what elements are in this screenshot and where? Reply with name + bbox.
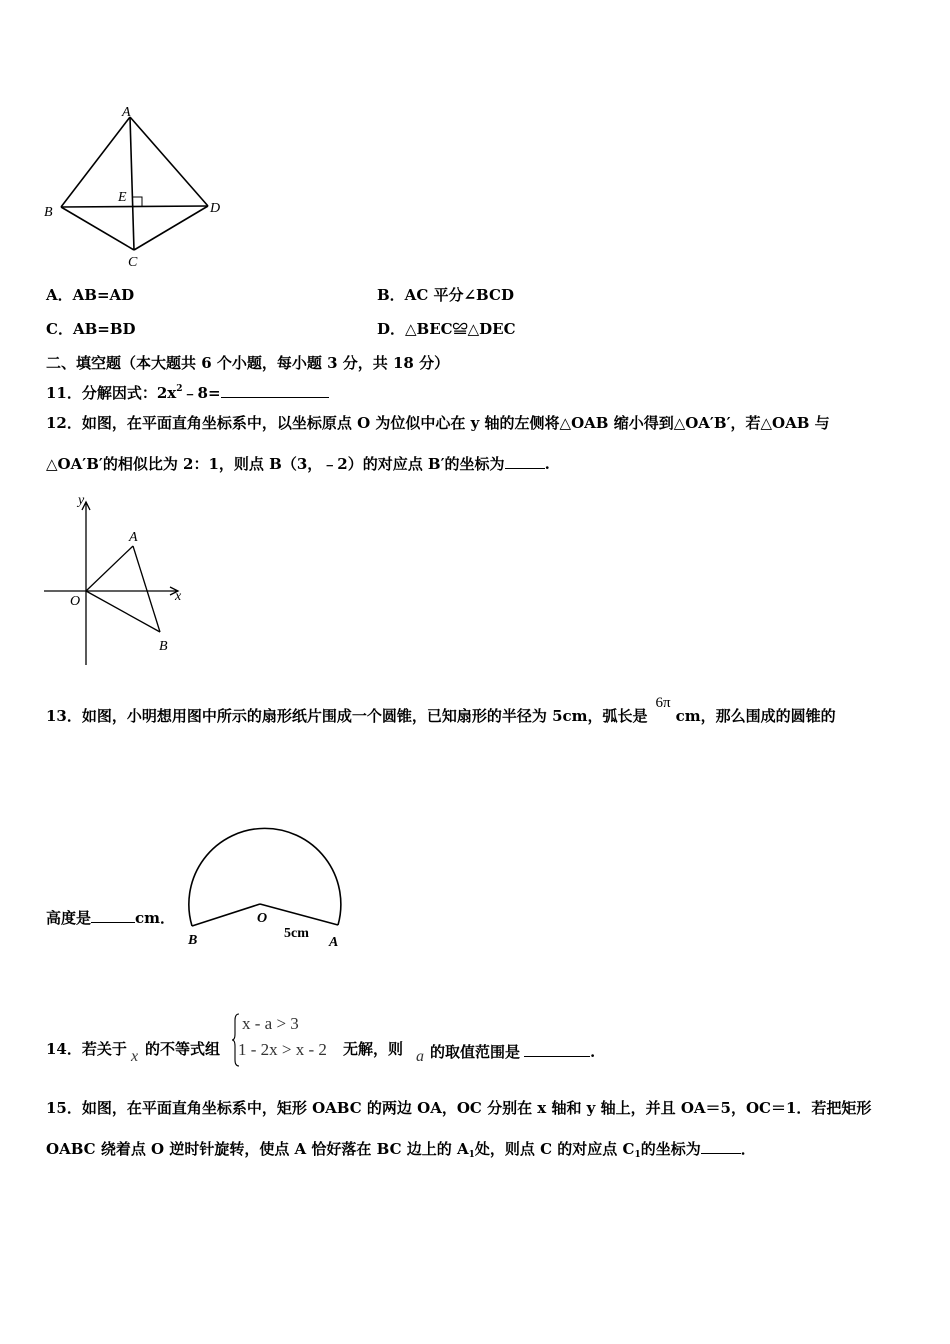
option-c: C．AB=BD (46, 320, 136, 338)
q13-line2 (46, 908, 175, 926)
q11-exponent: 2 (176, 384, 183, 394)
label-radius: 5cm (284, 926, 309, 941)
label-A: A (329, 935, 339, 950)
radius-OB (192, 904, 260, 926)
figure-sector (180, 818, 360, 956)
label-x: x (175, 589, 182, 604)
q11-suffix: ﹣8= (182, 384, 221, 402)
q12-line1: 12．如图，在平面直角坐标系中，以坐标原点 O 为位似中心在 y 轴的左侧将△OAB 缩小得到△OA′B′，若△OAB 与 (46, 414, 830, 432)
edge-DC (134, 206, 208, 250)
q15-text-a: OABC 绕着点 O 逆时针旋转，使点 A 恰好落在 BC 边上的 A (46, 1140, 469, 1158)
q14-prefix: 14．若关于 (46, 1040, 127, 1058)
diagonal-BD (61, 206, 208, 207)
option-a: A．AB=AD (46, 286, 135, 304)
label-D: D (210, 201, 221, 216)
label-y: y (78, 493, 85, 508)
edge-AD (130, 117, 208, 206)
option-d: D．△BEC≌△DEC (377, 320, 516, 338)
segment-OA (86, 546, 133, 591)
q14-inequality-1: x - a > 3 (242, 1014, 299, 1033)
q15-line1: 15．如图，在平面直角坐标系中，矩形 OABC 的两边 OA，OC 分别在 x 轴和 y 轴上，并且 OA＝5，OC＝1．若把矩形 (46, 1099, 872, 1117)
q14-var-a: a (416, 1048, 424, 1065)
q12-line2-text: △OA′B′的相似比为 2：1，则点 B（3，﹣2）的对应点 B′的坐标为 (46, 455, 505, 473)
q13-text-b: cm，那么围成的圆锥的 (675, 707, 836, 725)
q15-end: ． (740, 1140, 756, 1158)
q13-text-a: 13．如图，小明想用图中所示的扇形纸片围成一个圆锥，已知扇形的半径为 5cm，弧长是 (46, 707, 648, 725)
figure-quadrilateral (38, 100, 238, 272)
q14-mid: 的不等式组 (145, 1040, 221, 1058)
label-B: B (44, 205, 53, 220)
q15-sub-1: 1 (468, 1150, 475, 1160)
label-O: O (257, 911, 268, 926)
q14-end: . (590, 1043, 596, 1061)
label-A: A (129, 530, 138, 545)
radius-OA (260, 904, 338, 925)
q14-suffix1: 无解，则 (343, 1040, 404, 1058)
q14-suffix2-text: 的取值范围是 (430, 1043, 521, 1061)
q14-inequality-2: 1 - 2x > x - 2 (238, 1040, 327, 1059)
q15-text-c: 的坐标为 (640, 1140, 701, 1158)
q12-answer-blank[interactable] (505, 454, 545, 469)
label-C: C (128, 255, 138, 270)
label-O: O (70, 594, 81, 609)
q15-line2 (46, 1139, 756, 1160)
q13-arc-length: 6π (655, 695, 671, 711)
figure-coordinate-triangle (38, 490, 198, 670)
label-A: A (122, 105, 131, 120)
q15-answer-blank[interactable] (701, 1139, 741, 1154)
edge-BC (61, 207, 134, 250)
q11-prefix: 11．分解因式：2x (46, 384, 177, 402)
label-B: B (159, 639, 168, 654)
q13-text-c: 高度是 (46, 909, 92, 927)
diagonal-AC (130, 117, 134, 250)
q13-line1 (46, 695, 836, 725)
q11-answer-blank[interactable] (221, 383, 329, 398)
q14-var-x: x (131, 1048, 139, 1065)
label-B: B (188, 933, 198, 948)
q14-answer-blank[interactable] (524, 1042, 590, 1057)
q13-answer-blank[interactable] (91, 908, 135, 923)
option-b: B．AC 平分∠BCD (377, 286, 514, 304)
right-angle-mark (133, 197, 142, 206)
q14-suffix2 (430, 1042, 595, 1060)
question-11 (46, 383, 329, 401)
q13-text-d: cm． (135, 909, 176, 927)
label-E: E (118, 190, 127, 205)
q12-line2-end: . (544, 455, 550, 473)
section-heading: 二、填空题（本大题共 6 个小题，每小题 3 分，共 18 分） (46, 354, 450, 372)
q15-sub-2: 1 (634, 1150, 641, 1160)
q12-line2 (46, 454, 550, 472)
q15-text-b: 处，则点 C 的对应点 C (474, 1140, 635, 1158)
